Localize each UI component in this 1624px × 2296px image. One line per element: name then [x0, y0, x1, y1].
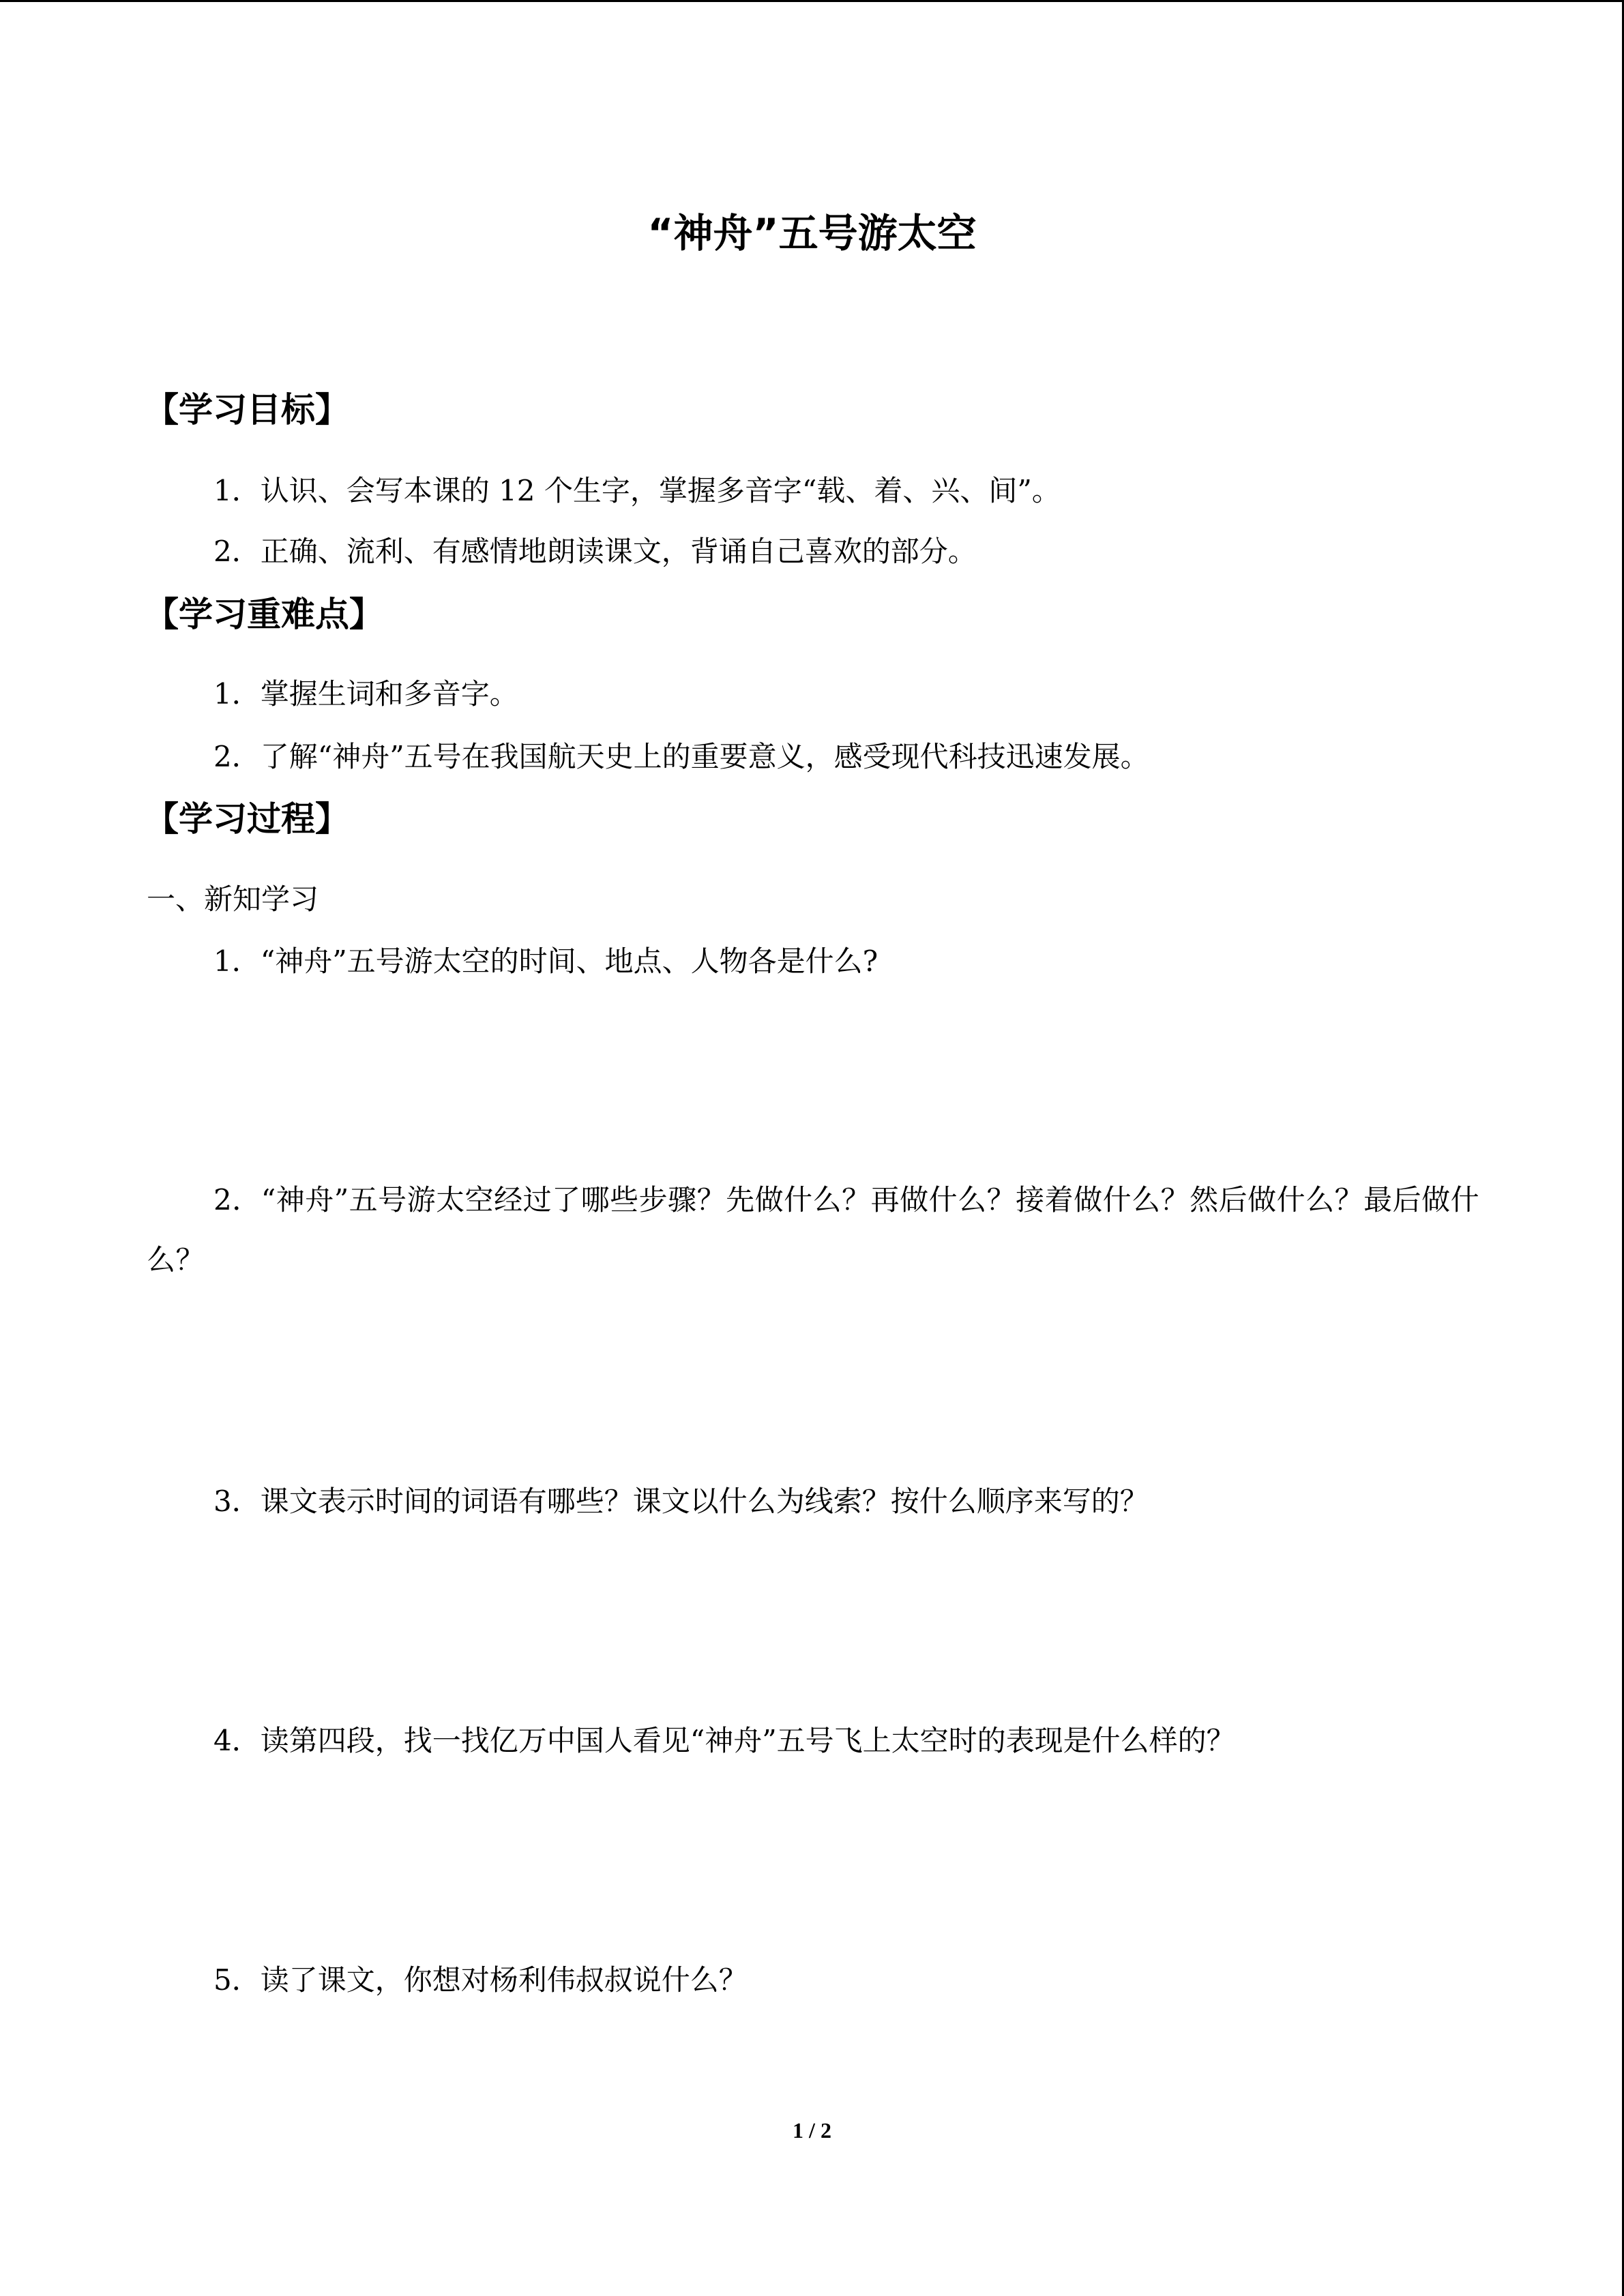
page-title: “神舟”五号游太空 — [647, 210, 977, 256]
question-4: 4．读第四段，找一找亿万中国人看见“神舟”五号飞上太空时的表现是什么样的？ — [213, 1724, 1235, 1757]
section-heading-key-points: 【学习重难点】 — [145, 595, 383, 634]
section-heading-process: 【学习过程】 — [145, 799, 349, 839]
key-point-item-2: 2．了解“神舟”五号在我国航天史上的重要意义，感受现代科技迅速发展。 — [213, 740, 1149, 773]
question-1: 1．“神舟”五号游太空的时间、地点、人物各是什么? — [213, 944, 879, 978]
objective-item-1: 1．认识、会写本课的 12 个生字，掌握多音字“载、着、兴、间”。 — [213, 474, 1061, 507]
process-subheading: 一、新知学习 — [147, 882, 319, 916]
objective-item-2: 2．正确、流利、有感情地朗读课文，背诵自己喜欢的部分。 — [213, 535, 977, 568]
question-2: 2．“神舟”五号游太空经过了哪些步骤？先做什么？再做什么？接着做什么？然后做什么？最后做什么？ — [147, 1183, 1480, 1277]
key-point-item-1: 1．掌握生词和多音字。 — [213, 677, 518, 711]
page-border-top — [0, 0, 1624, 2]
question-5: 5．读了课文，你想对杨利伟叔叔说什么？ — [213, 1963, 748, 1997]
question-3: 3．课文表示时间的词语有哪些？课文以什么为线索？按什么顺序来写的？ — [213, 1485, 1149, 1518]
page-number: 1 / 2 — [793, 2118, 831, 2143]
section-heading-objectives: 【学习目标】 — [145, 390, 349, 430]
